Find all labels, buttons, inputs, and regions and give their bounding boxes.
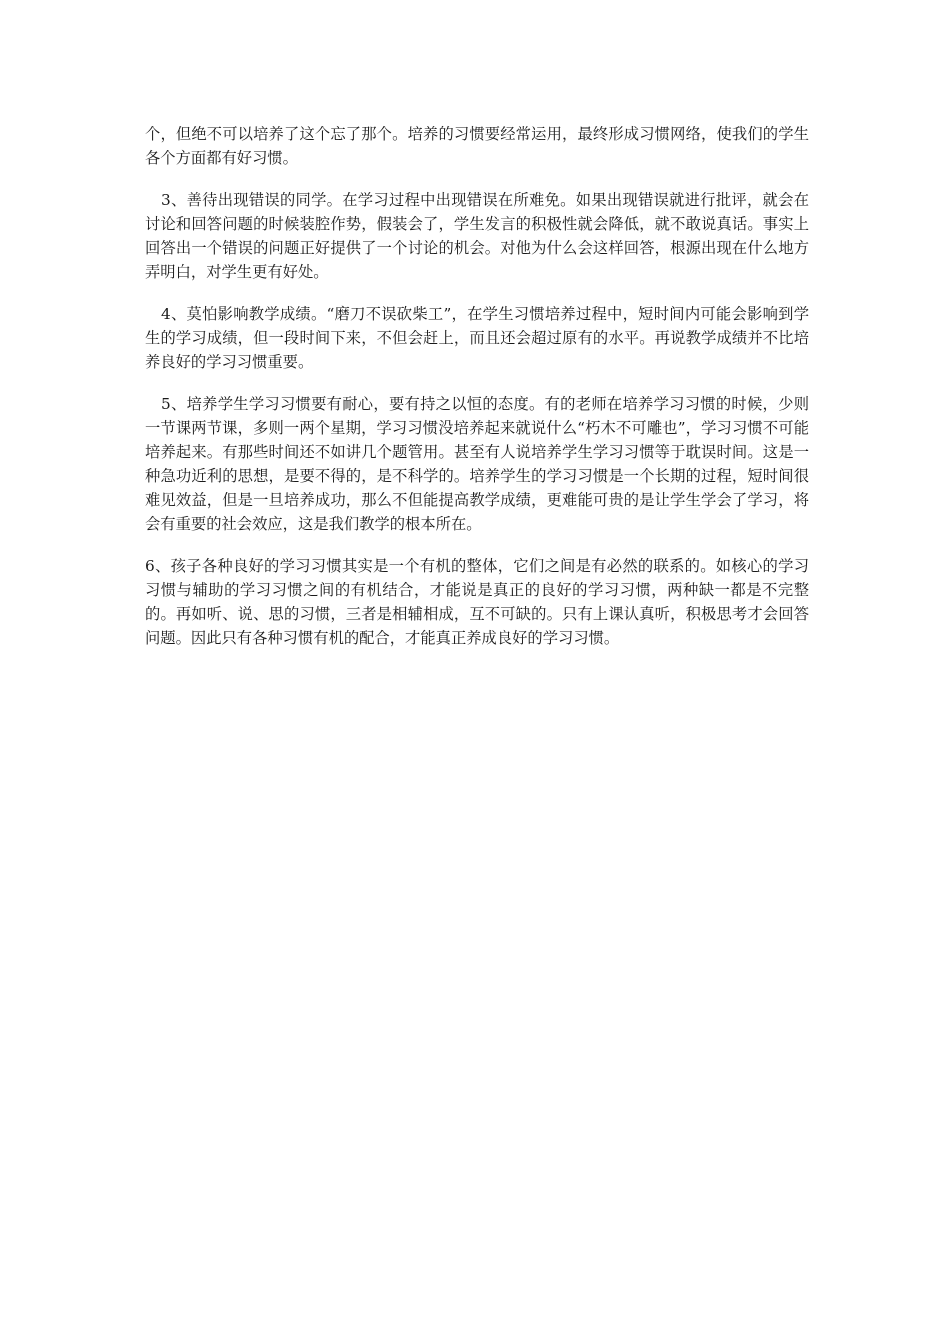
paragraph-continuation: 个，但绝不可以培养了这个忘了那个。培养的习惯要经常运用，最终形成习惯网络，使我们的学生各个方面都有好习惯。 (145, 125, 809, 167)
document-body (145, 122, 809, 668)
paragraph-item-6: 6、孩子各种良好的学习习惯其实是一个有机的整体，它们之间是有必然的联系的。如核心的学习习惯与辅助的学习习惯之间的有机结合，才能说是真正的良好的学习习惯，两种缺一都是不完整的。再如听、说、思的习惯，三者是相辅相成，互不可缺的。只有上课认真听，积极思考才会回答问题。因此只有各种习惯有机的配合，才能真正养成良好的学习习惯。 (145, 557, 809, 647)
paragraph-item-4: 4、莫怕影响教学成绩。“磨刀不误砍柴工”，在学生习惯培养过程中，短时间内可能会影响到学生的学习成绩，但一段时间下来，不但会赶上，而且还会超过原有的水平。再说教学成绩并不比培养良好的学习习惯重要。 (145, 305, 809, 371)
paragraph-item-5: 5、培养学生学习习惯要有耐心，要有持之以恒的态度。有的老师在培养学习习惯的时候，少则一节课两节课，多则一两个星期，学习习惯没培养起来就说什么“朽木不可雕也”，学习习惯不可能培养起来。有那些时间还不如讲几个题管用。甚至有人说培养学生学习习惯等于耽误时间。这是一种急功近利的思想，是要不得的，是不科学的。培养学生的学习习惯是一个长期的过程，短时间很难见效益，但是一旦培养成功，那么不但能提高教学成绩，更难能可贵的是让学生学会了学习，将会有重要的社会效应，这是我们教学的根本所在。 (145, 395, 809, 533)
paragraph-item-3: 3、善待出现错误的同学。在学习过程中出现错误在所难免。如果出现错误就进行批评，就会在讨论和回答问题的时候装腔作势，假装会了，学生发言的积极性就会降低，就不敢说真话。事实上回答出一个错误的问题正好提供了一个讨论的机会。对他为什么会这样回答，根源出现在什么地方弄明白，对学生更有好处。 (145, 191, 809, 281)
